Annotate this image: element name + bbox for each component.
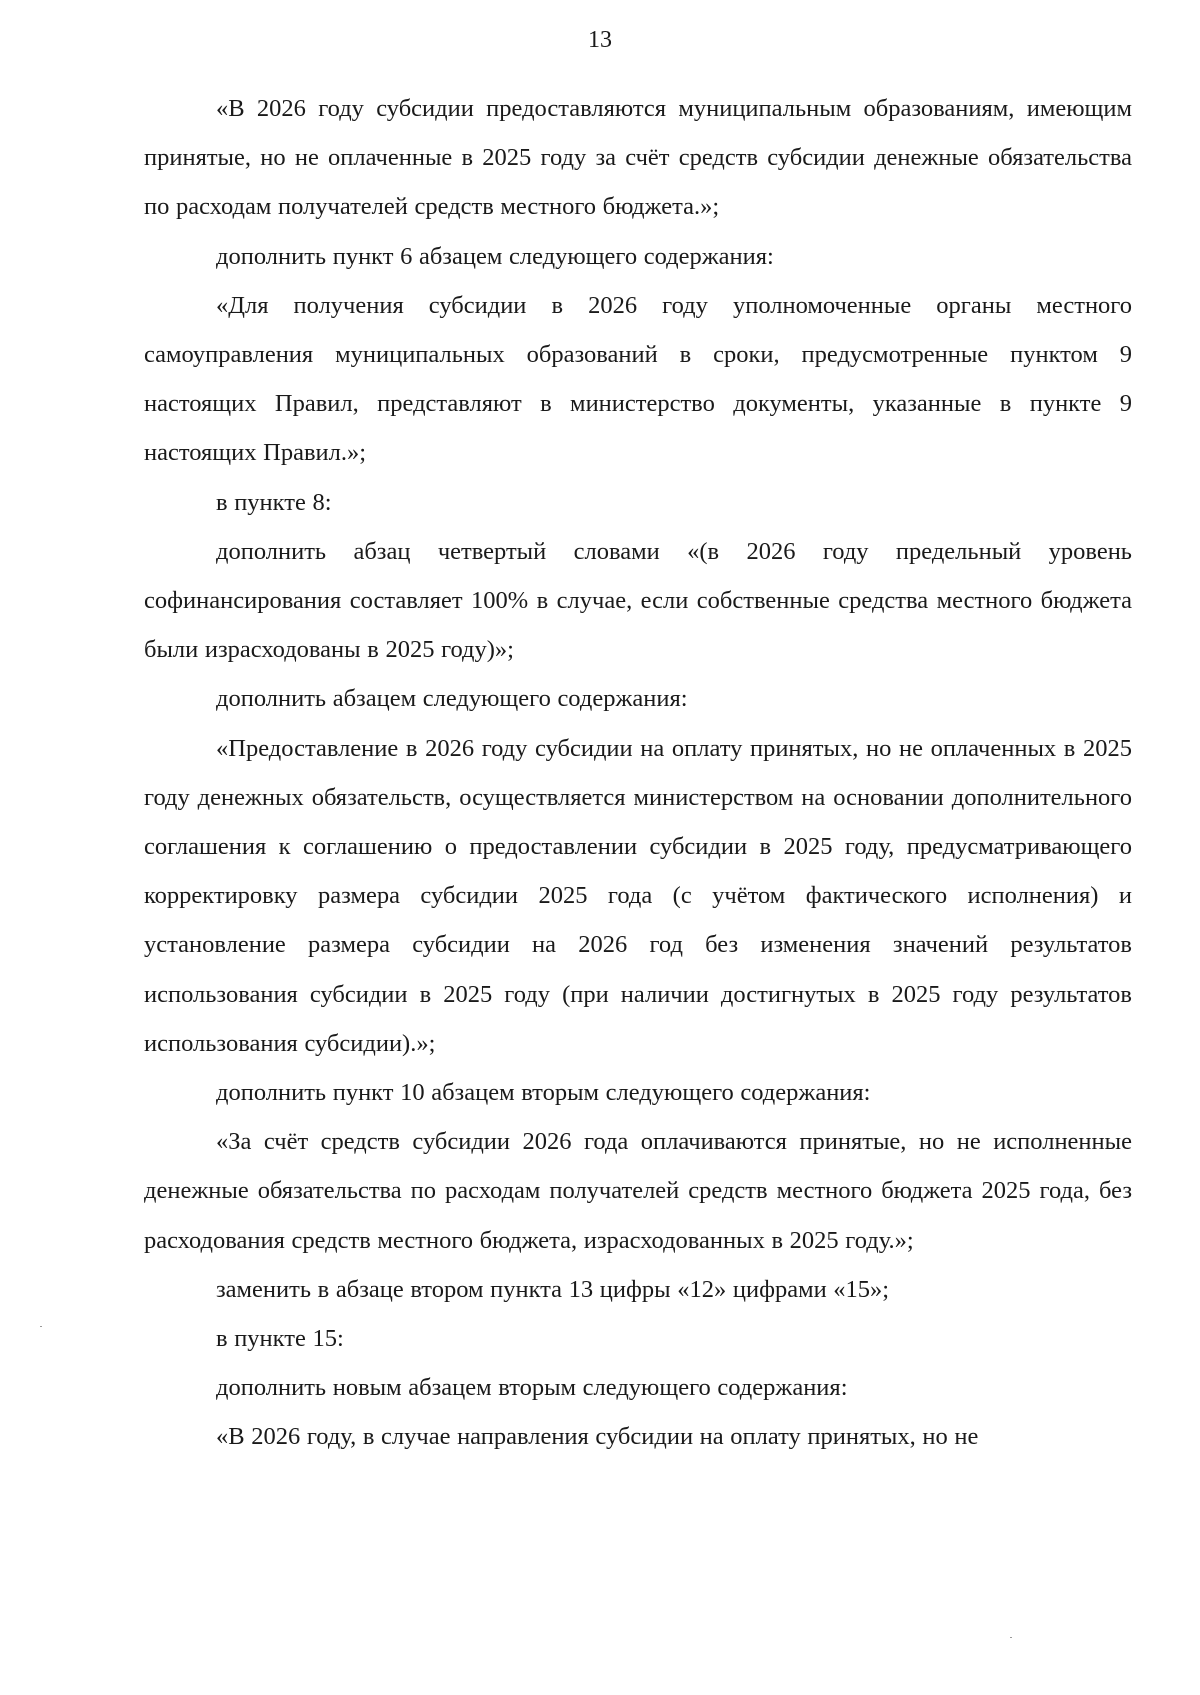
document-body: [144, 84, 1132, 1462]
paragraph: «В 2026 году, в случае направления субсидии на оплату принятых, но не: [216, 1423, 979, 1451]
paragraph: «Предоставление в 2026 году субсидии на оплату принятых, но не оплаченных в 2025 году денежных обязательств, осуществляется министерством на основании дополнительного соглашения к соглашению о предоставлении субсидии в 2025 году, предусматривающего корректировку размера субсидии 2025 года (с учётом фактического исполнения) и установление размера субсидии на 2026 год без изменения значений результатов использования субсидии в 2025 году (при наличии достигнутых в 2025 году результатов использования субсидии).»;: [144, 734, 1132, 1057]
paragraph: «Для получения субсидии в 2026 году уполномоченные органы местного самоуправления муниципальных образований в сроки, предусмотренные пунктом 9 настоящих Правил, представляют в министерство документы, указанные в пункте 9 настоящих Правил.»;: [144, 291, 1132, 467]
page-number: 13: [588, 27, 612, 53]
paragraph: дополнить новым абзацем вторым следующего содержания:: [216, 1374, 848, 1402]
scan-speck: [40, 1326, 42, 1327]
paragraph: в пункте 15:: [216, 1325, 344, 1353]
paragraph: в пункте 8:: [216, 488, 332, 516]
paragraph: дополнить пункт 10 абзацем вторым следующего содержания:: [216, 1079, 871, 1107]
paragraph: «В 2026 году субсидии предоставляются муниципальным образованиям, имеющим принятые, но не оплаченные в 2025 году за счёт средств субсидии денежные обязательства по расходам получателей средств местного бюджета.»;: [144, 95, 1132, 221]
paragraph: заменить в абзаце втором пункта 13 цифры «12» цифрами «15»;: [216, 1275, 890, 1303]
paragraph: «За счёт средств субсидии 2026 года оплачиваются принятые, но не исполненные денежные обязательства по расходам получателей средств местного бюджета 2025 года, без расходования средств местного бюджета, израсходованных в 2025 году.»;: [144, 1128, 1132, 1254]
paragraph: дополнить абзацем следующего содержания:: [216, 685, 688, 713]
paragraph: дополнить пункт 6 абзацем следующего содержания:: [216, 242, 774, 270]
paragraph: дополнить абзац четвертый словами «(в 2026 году предельный уровень софинансирования составляет 100% в случае, если собственные средства местного бюджета были израсходованы в 2025 году)»;: [144, 537, 1132, 664]
scan-speck: [1010, 1637, 1012, 1638]
